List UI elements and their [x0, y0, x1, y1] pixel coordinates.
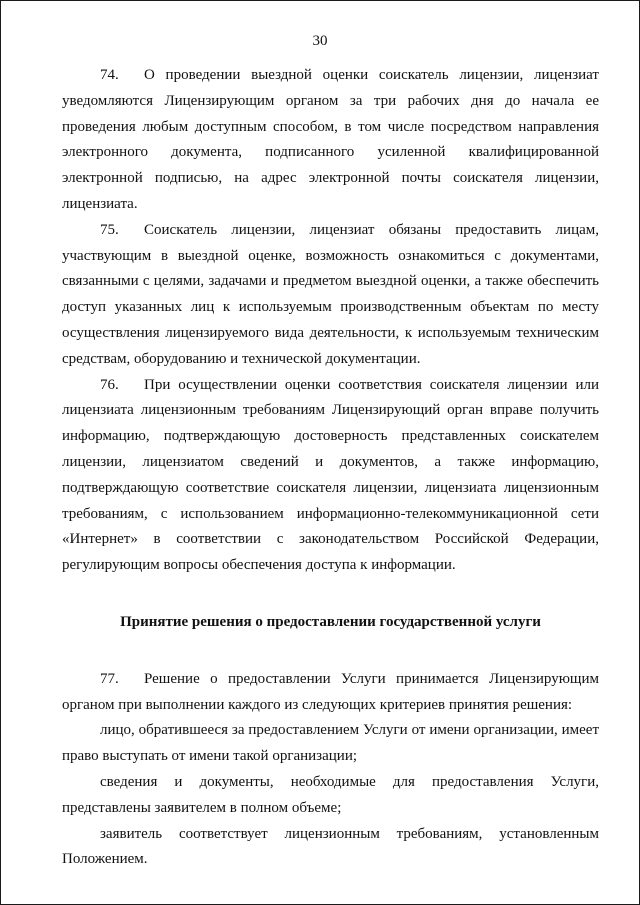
paragraph-number: 74. — [100, 67, 119, 83]
paragraph-text: О проведении выездной оценки соискатель лицензии, лицензиат уведомляются Лицензирующим органом за три рабочих дня до начала ее проведения любым доступным способом, в том числе посредством направления электронного документа, подписанного усиленной квалифицированной электронной подписью, на адрес электронной почты соискателя лицензии, лицензиата. — [62, 67, 599, 212]
paragraph-77 — [62, 667, 599, 719]
paragraph-76 — [62, 373, 599, 579]
paragraph-74 — [62, 63, 599, 218]
page-number: 30 — [312, 33, 328, 49]
section-heading: Принятие решения о предоставлении государственной услуги — [120, 613, 541, 630]
paragraph-text: Решение о предоставлении Услуги принимается Лицензирующим органом при выполнении каждого из следующих критериев принятия решения: — [62, 670, 599, 713]
paragraph-number: 75. — [100, 221, 119, 238]
paragraph-text: Соискатель лицензии, лицензиат обязаны предоставить лицам, участвующим в выездной оценке, возможность ознакомиться с документами, связанными с целями, задачами и предметом выездной оценки, а также обеспечить доступ указанных лиц к используемым производственным объектам по месту осуществления лицензируемого вида деятельности, к используемым техническим средствам, оборудованию и технической документации. — [62, 221, 599, 367]
paragraph-text: При осуществлении оценки соответствия соискателя лицензии или лицензиата лицензионным требованиям Лицензирующий орган вправе получить информацию, подтверждающую достоверность представленных соискателем лицензии, лицензиатом сведений и документов, а также информацию, подтверждающую соответствие соискателя лицензии, лицензиата лицензионным требованиям, с использованием информационно-телекоммуникационной сети «Интернет» в соответствии с законодательством Российской Федерации, регулирующим вопросы обеспечения доступа к информации. — [62, 376, 599, 574]
criterion-item: сведения и документы, необходимые для предоставления Услуги, представлены заявителем в полном объеме; — [62, 773, 599, 816]
paragraph-number: 76. — [100, 376, 119, 393]
criterion-item: лицо, обратившееся за предоставлением Услуги от имени организации, имеет право выступать от имени такой организации; — [62, 722, 599, 765]
criterion-item: заявитель соответствует лицензионным требованиям, установленным Положением. — [62, 825, 599, 868]
paragraph-75 — [62, 218, 599, 373]
paragraph-number: 77. — [100, 670, 119, 687]
document-body — [62, 63, 599, 873]
